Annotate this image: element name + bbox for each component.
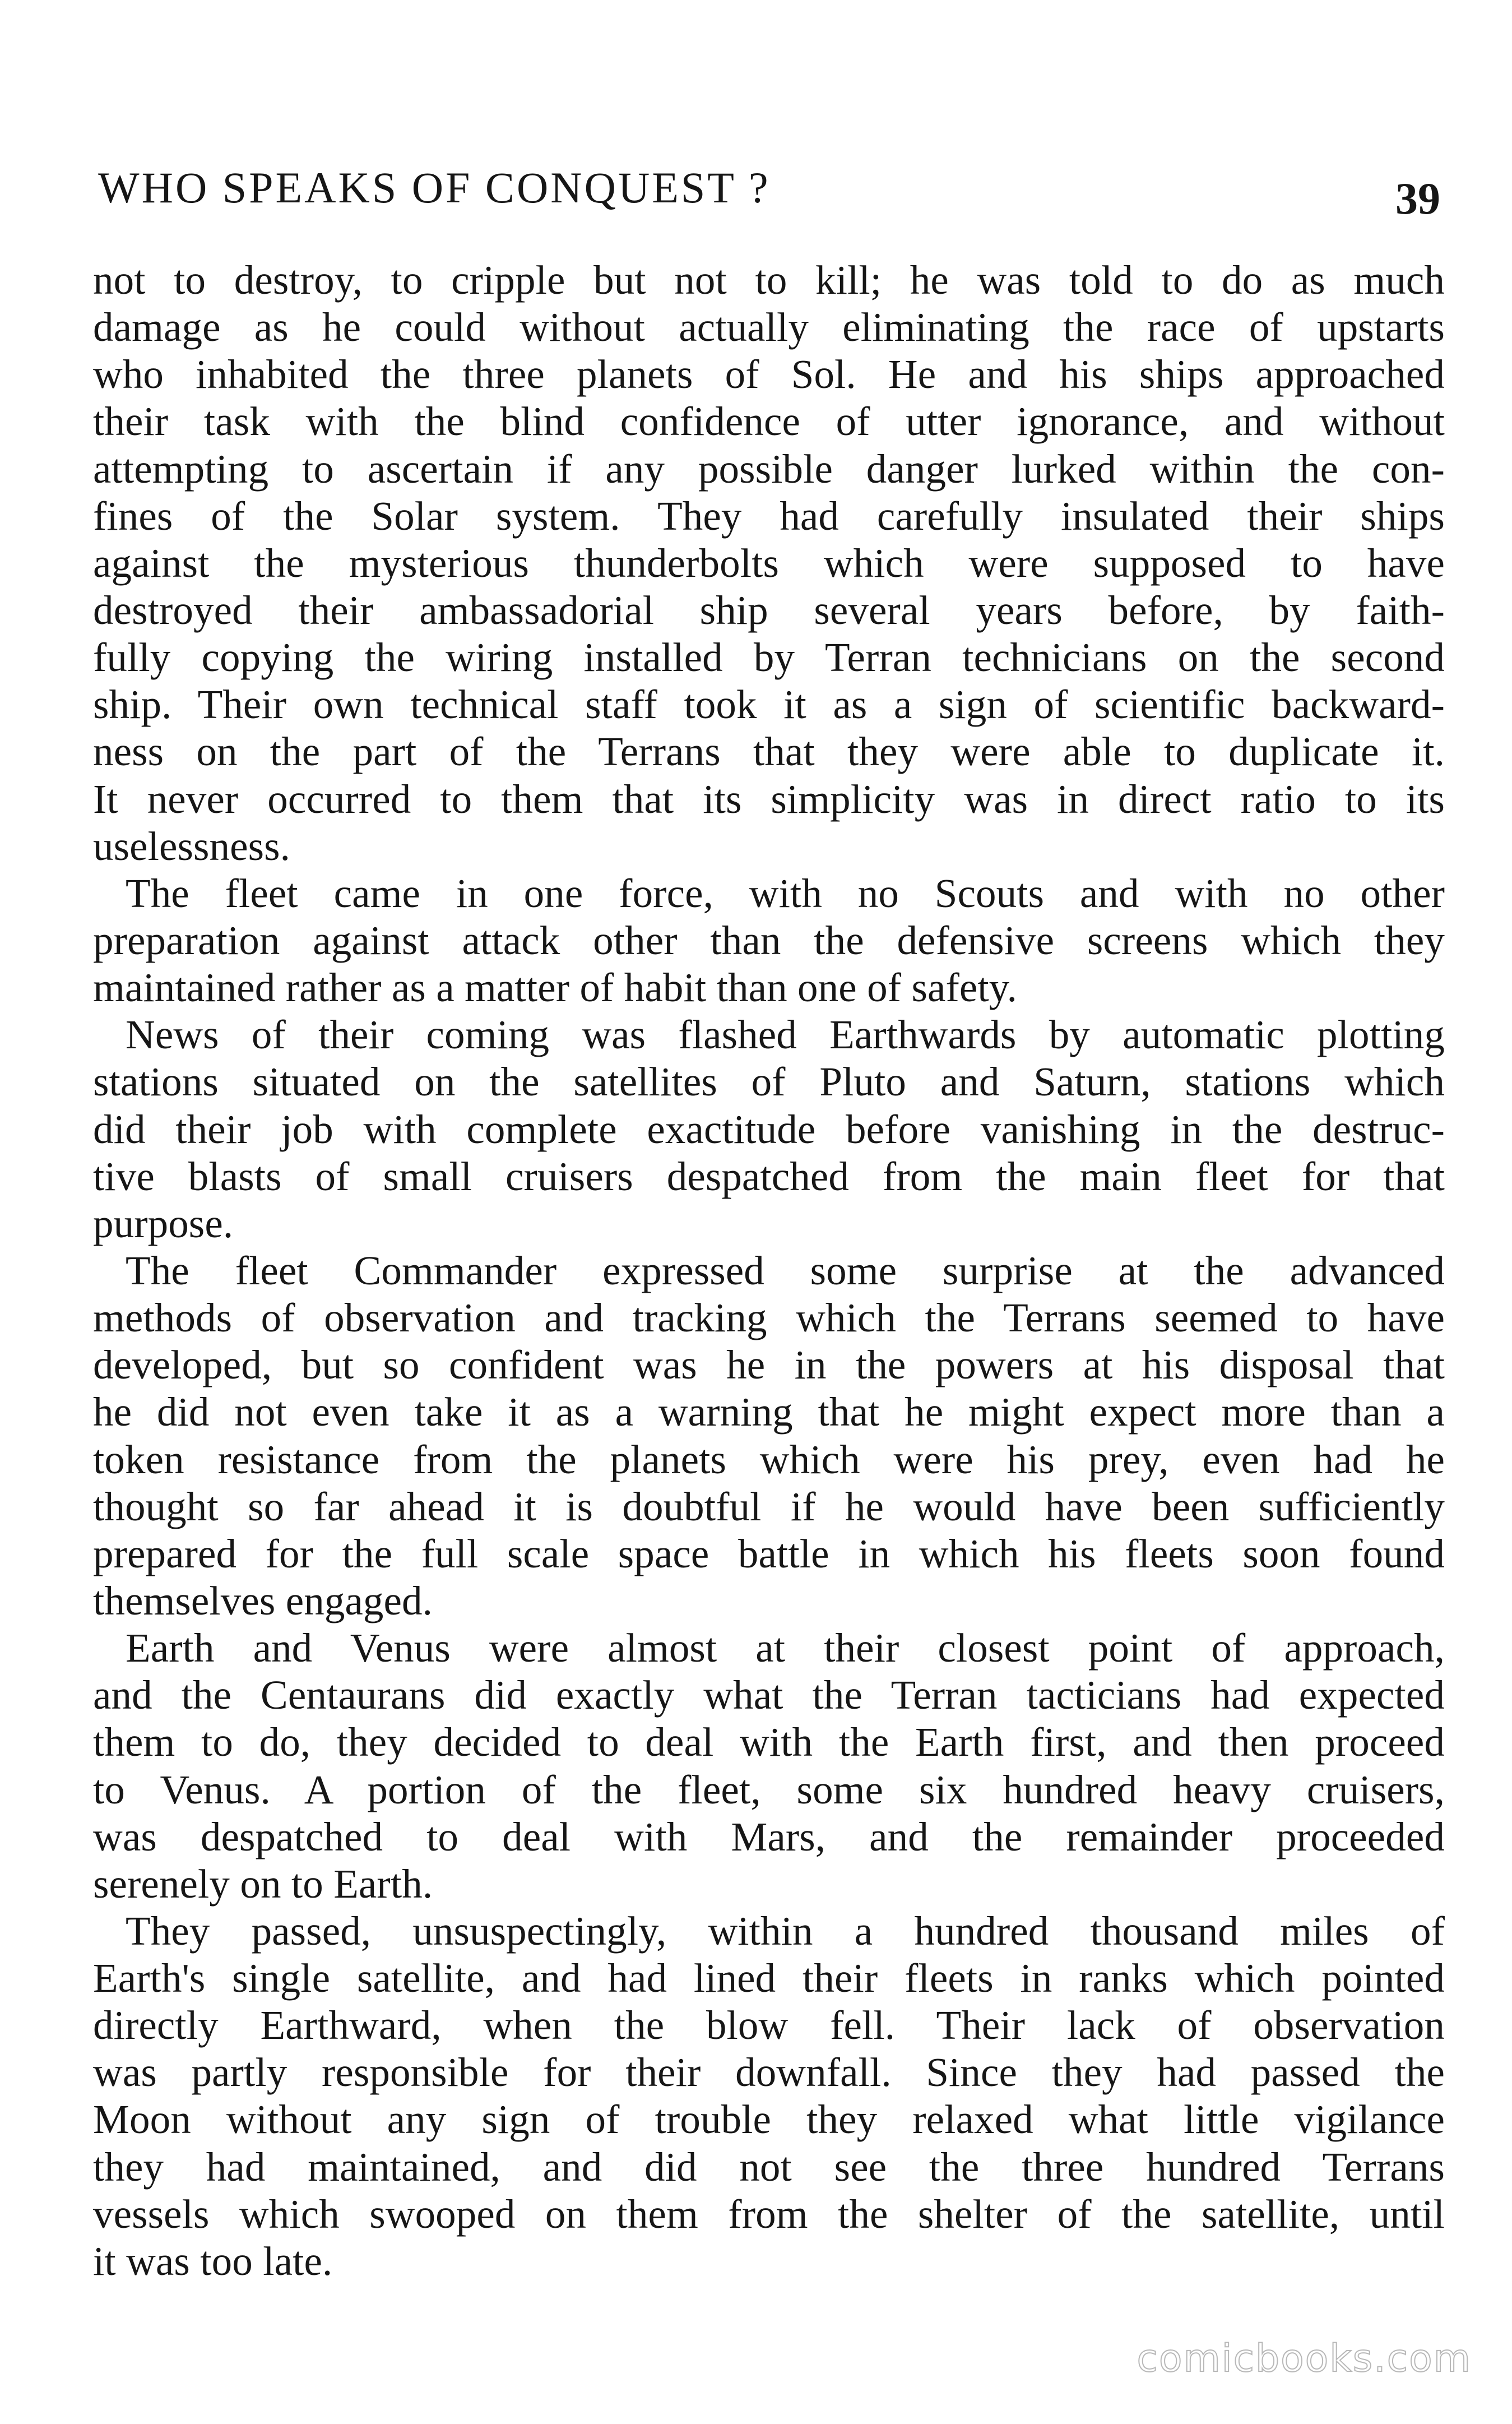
text-line: The fleet came in one force, with no Scouts and with no other bbox=[126, 870, 1445, 916]
text-line: It never occurred to them that its simplicity was in direct ratio to its bbox=[93, 776, 1445, 822]
text-line: it was too late. bbox=[93, 2238, 333, 2284]
text-line: preparation against attack other than the defensive screens which they bbox=[93, 917, 1445, 963]
text-line: was despatched to deal with Mars, and the remainder proceeded bbox=[93, 1814, 1445, 1859]
text-line: stations situated on the satellites of Pluto and Saturn, stations which bbox=[93, 1059, 1445, 1105]
text-line: developed, but so confident was he in the powers at his disposal that bbox=[93, 1342, 1445, 1388]
text-line: and the Centaurans did exactly what the Terran tacticians had expected bbox=[93, 1672, 1445, 1718]
text-line: fines of the Solar system. They had carefully insulated their ships bbox=[93, 493, 1445, 539]
text-line: vessels which swooped on them from the shelter of the satellite, until bbox=[93, 2191, 1445, 2237]
body-text bbox=[93, 257, 1445, 2285]
page-number: 39 bbox=[1395, 174, 1440, 224]
text-line: The fleet Commander expressed some surprise at the advanced bbox=[126, 1247, 1445, 1293]
text-line: themselves engaged. bbox=[93, 1578, 433, 1623]
text-line: their task with the blind confidence of utter ignorance, and without bbox=[93, 399, 1445, 445]
text-line: directly Earthward, when the blow fell. Their lack of observation bbox=[93, 2002, 1445, 2048]
text-line: Earth's single satellite, and had lined their fleets in ranks which pointed bbox=[93, 1955, 1445, 2001]
text-line: destroyed their ambassadorial ship several years before, by faith- bbox=[93, 587, 1445, 633]
text-line: did their job with complete exactitude before vanishing in the destruc- bbox=[93, 1106, 1445, 1152]
text-line: not to destroy, to cripple but not to kill; he was told to do as much bbox=[93, 257, 1445, 303]
text-line: against the mysterious thunderbolts which were supposed to have bbox=[93, 540, 1445, 586]
text-line: to Venus. A portion of the fleet, some six hundred heavy cruisers, bbox=[93, 1766, 1445, 1812]
text-line: damage as he could without actually eliminating the race of upstarts bbox=[93, 304, 1445, 350]
text-line: uselessness. bbox=[93, 823, 290, 869]
text-line: News of their coming was flashed Earthwards by automatic plotting bbox=[126, 1012, 1445, 1058]
text-line: Earth and Venus were almost at their closest point of approach, bbox=[126, 1625, 1445, 1671]
running-head bbox=[98, 152, 1440, 224]
text-line: they had maintained, and did not see the three hundred Terrans bbox=[93, 2144, 1445, 2190]
text-line: token resistance from the planets which were his prey, even had he bbox=[93, 1436, 1445, 1482]
text-line: he did not even take it as a warning that he might expect more than a bbox=[93, 1389, 1445, 1435]
text-line: purpose. bbox=[93, 1200, 234, 1246]
text-line: who inhabited the three planets of Sol. He and his ships approached bbox=[93, 351, 1445, 397]
watermark-logo: comicbooks.com bbox=[1137, 2337, 1472, 2381]
text-line: ness on the part of the Terrans that they were able to duplicate it. bbox=[93, 729, 1445, 775]
text-line: tive blasts of small cruisers despatched from the main fleet for that bbox=[93, 1153, 1445, 1199]
text-line: attempting to ascertain if any possible danger lurked within the con- bbox=[93, 446, 1445, 492]
text-line: maintained rather as a matter of habit than one of safety. bbox=[93, 965, 1017, 1011]
text-line: serenely on to Earth. bbox=[93, 1861, 433, 1907]
text-line: them to do, they decided to deal with the Earth first, and then proceed bbox=[93, 1719, 1445, 1765]
text-line: methods of observation and tracking which the Terrans seemed to have bbox=[93, 1295, 1445, 1341]
text-line: Moon without any sign of trouble they relaxed what little vigilance bbox=[93, 2097, 1445, 2143]
text-line: ship. Their own technical staff took it as a sign of scientific backward- bbox=[93, 682, 1445, 728]
text-line: They passed, unsuspectingly, within a hundred thousand miles of bbox=[126, 1908, 1445, 1954]
text-line: thought so far ahead it is doubtful if he would have been sufficiently bbox=[93, 1483, 1445, 1529]
text-line: was partly responsible for their downfall. Since they had passed the bbox=[93, 2050, 1445, 2095]
text-line: fully copying the wiring installed by Terran technicians on the second bbox=[93, 635, 1445, 681]
text-line: prepared for the full scale space battle in which his fleets soon found bbox=[93, 1530, 1445, 1576]
running-title: WHO SPEAKS OF CONQUEST ? bbox=[98, 163, 771, 212]
